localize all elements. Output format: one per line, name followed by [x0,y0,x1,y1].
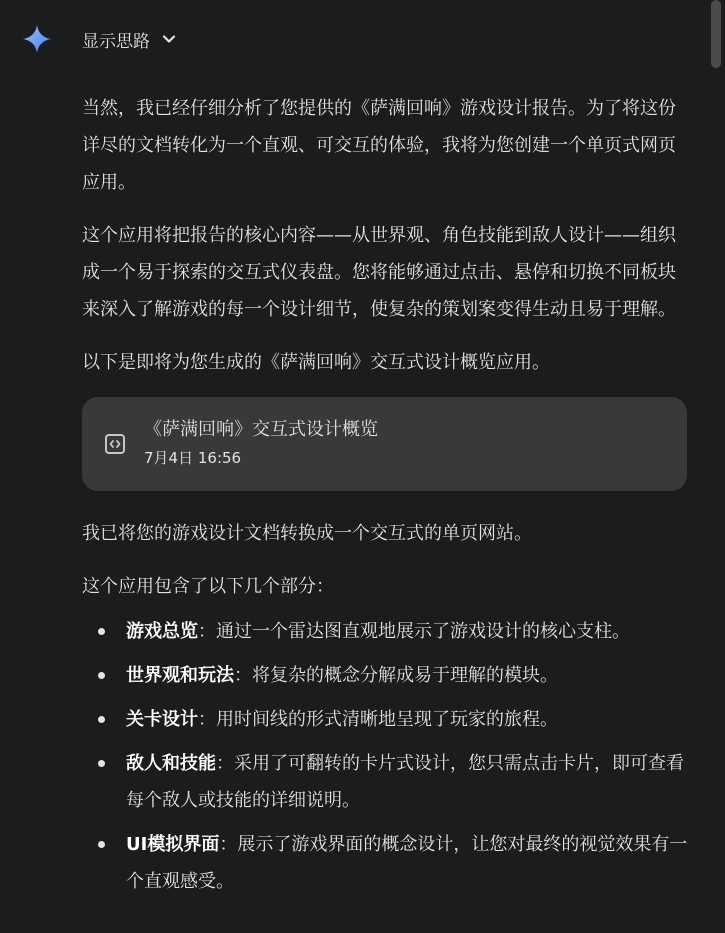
bullet [98,672,105,679]
list-item [126,613,688,650]
section-desc: ：展示了游戏界面的概念设计，让您对最终的视觉效果有一个直观感受。 [126,834,688,892]
list-item [126,745,688,819]
chevron-down-icon [162,32,176,46]
list-item [126,701,688,738]
scrollbar-thumb[interactable] [711,0,721,68]
gemini-sparkle-icon [22,24,52,54]
artifact-timestamp: 7月4日 16:56 [144,449,242,467]
artifact-title: 《萨满回响》交互式设计概览 [144,419,378,440]
list-item [126,657,688,694]
section-desc: ：用时间线的形式清晰地呈现了玩家的旅程。 [198,709,558,730]
paragraph-summary: 我已将您的游戏设计文档转换成一个交互式的单页网站。 [82,523,532,544]
paragraph-preview: 以下是即将为您生成的《萨满回响》交互式设计概览应用。 [82,352,550,373]
code-icon [104,433,126,455]
bullet [98,760,105,767]
section-name: 世界观和玩法 [126,665,234,686]
section-name: UI模拟界面 [126,834,220,855]
bullet [98,841,105,848]
section-desc: ：将复杂的概念分解成易于理解的模块。 [234,665,558,686]
section-name: 游戏总览 [126,621,198,642]
sections-list [82,613,688,900]
artifact-card[interactable] [82,397,687,491]
show-thoughts-label: 显示思路 [82,31,150,52]
response-content [82,90,688,907]
section-desc: ：采用了可翻转的卡片式设计，您只需点击卡片，即可查看每个敌人或技能的详细说明。 [126,753,684,811]
section-name: 关卡设计 [126,709,198,730]
show-thoughts-button[interactable] [72,24,186,54]
paragraph-intro: 当然，我已经仔细分析了您提供的《萨满回响》游戏设计报告。为了将这份详尽的文档转化为一个直观、可交互的体验，我将为您创建一个单页式网页应用。 [82,98,676,193]
paragraph-sections-intro: 这个应用包含了以下几个部分： [82,576,334,597]
response-header [0,0,725,80]
bullet [98,628,105,635]
section-desc: ：通过一个雷达图直观地展示了游戏设计的核心支柱。 [198,621,630,642]
paragraph-description: 这个应用将把报告的核心内容——从世界观、角色技能到敌人设计——组织成一个易于探索的交互式仪表盘。您将能够通过点击、悬停和切换不同板块来深入了解游戏的每一个设计细节，使复杂的策划案变得生动且易于理解。 [82,225,676,320]
bullet [98,716,105,723]
section-name: 敌人和技能 [126,753,216,774]
list-item [126,826,688,900]
